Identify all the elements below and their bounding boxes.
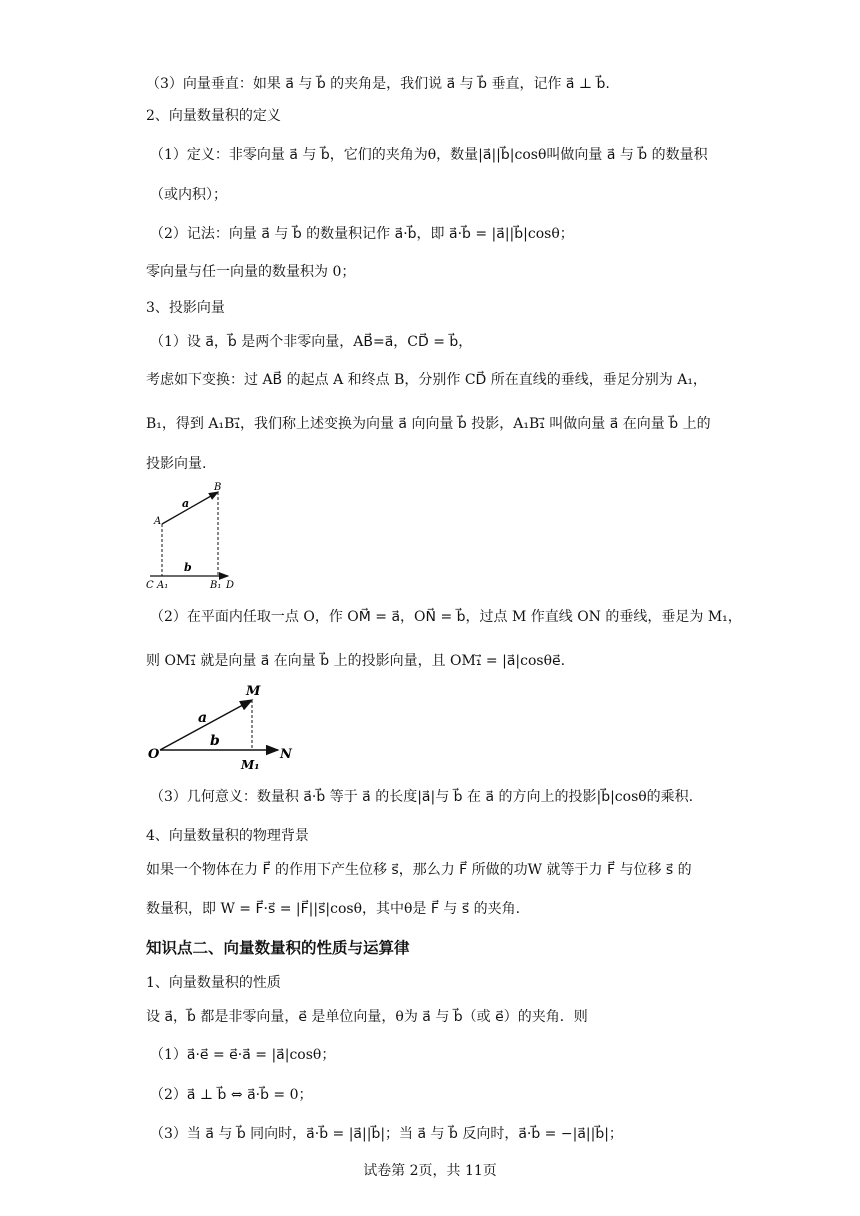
label-A: A: [154, 516, 162, 527]
text-line: 数量积，即 W = F⃗·s⃗ = |F⃗||s⃗|cosθ，其中θ是 F⃗ 与 s⃗ 的夹角.: [146, 901, 521, 917]
text-line: 投影向量.: [146, 456, 207, 472]
label-C: C: [146, 580, 154, 591]
projection-figure-1: [140, 480, 250, 595]
section-heading: 2、向量数量积的定义: [146, 108, 281, 124]
label-a: a: [182, 497, 190, 510]
text-line: 如果一个物体在力 F⃗ 的作用下产生位移 s⃗，那么力 F⃗ 所做的功W 就等于力 F⃗ 与位移 s⃗ 的: [146, 862, 692, 878]
text-line: （3）当 a⃗ 与 b⃗ 同向时，a⃗·b⃗ = |a⃗||b⃗|；当 a⃗ 与 b⃗ 反向时，a⃗·b⃗ = −|a⃗||b⃗|；: [150, 1126, 623, 1142]
section-heading: 3、投影向量: [146, 300, 225, 316]
label-b: b: [184, 561, 192, 574]
label-B1: B₁: [210, 580, 222, 591]
text-line: （2）记法：向量 a⃗ 与 b⃗ 的数量积记作 a⃗·b⃗，即 a⃗·b⃗ = |a⃗||b⃗|cosθ；: [150, 226, 574, 242]
text-line: （1）定义：非零向量 a⃗ 与 b⃗，它们的夹角为θ，数量|a⃗||b⃗|cosθ叫做向量 a⃗ 与 b⃗ 的数量积: [150, 147, 708, 163]
text-line: （1）设 a⃗，b⃗ 是两个非零向量，AB⃗=a⃗，CD⃗ = b⃗，: [150, 334, 473, 350]
label-a: a: [198, 710, 208, 726]
text-line: 则 OM₁⃗ 就是向量 a⃗ 在向量 b⃗ 上的投影向量，且 OM₁⃗ = |a⃗|cosθe⃗.: [146, 653, 566, 669]
projection-figure-2: [140, 680, 300, 775]
section-heading: 4、向量数量积的物理背景: [146, 828, 309, 844]
label-O: O: [148, 747, 160, 762]
label-D: D: [226, 580, 235, 591]
text-line: （或内积）；: [150, 187, 227, 203]
label-A1: A₁: [157, 580, 169, 591]
label-M: M: [246, 684, 261, 699]
text-line: 考虑如下变换：过 AB⃗ 的起点 A 和终点 B，分别作 CD⃗ 所在直线的垂线，垂足分别为 A₁，: [146, 372, 707, 388]
text-line: （2）在平面内任取一点 O，作 OM⃗ = a⃗，ON⃗ = b⃗，过点 M 作直线 ON 的垂线，垂足为 M₁，: [150, 609, 742, 625]
label-N: N: [280, 747, 292, 762]
section-heading: 1、向量数量积的性质: [146, 975, 281, 991]
text-line: （3）几何意义：数量积 a⃗·b⃗ 等于 a⃗ 的长度|a⃗|与 b⃗ 在 a⃗ 的方向上的投影|b⃗|cosθ的乘积.: [150, 789, 694, 805]
text-line: B₁，得到 A₁B₁⃗，我们称上述变换为向量 a⃗ 向向量 b⃗ 投影，A₁B₁⃗ 叫做向量 a⃗ 在向量 b⃗ 上的: [146, 416, 711, 432]
label-B: B: [214, 482, 222, 493]
text-line: （3）向量垂直：如果 a⃗ 与 b⃗ 的夹角是，我们说 a⃗ 与 b⃗ 垂直，记作 a⃗ ⊥ b⃗.: [146, 76, 610, 92]
label-b: b: [210, 733, 220, 749]
knowledge-point-heading: 知识点二、向量数量积的性质与运算律: [146, 939, 410, 957]
text-line: 设 a⃗，b⃗ 都是非零向量，e⃗ 是单位向量，θ为 a⃗ 与 b⃗（或 e⃗）的夹角．则: [146, 1009, 588, 1025]
text-line: （1）a⃗·e⃗ = e⃗·a⃗ = |a⃗|cosθ；: [150, 1047, 336, 1063]
text-line: （2）a⃗ ⊥ b⃗ ⇔ a⃗·b⃗ = 0；: [150, 1087, 313, 1103]
text-line: 零向量与任一向量的数量积为 0；: [146, 264, 356, 280]
label-M1: M₁: [241, 758, 260, 772]
page-footer: 试卷第 2页，共 11页: [363, 1163, 497, 1179]
